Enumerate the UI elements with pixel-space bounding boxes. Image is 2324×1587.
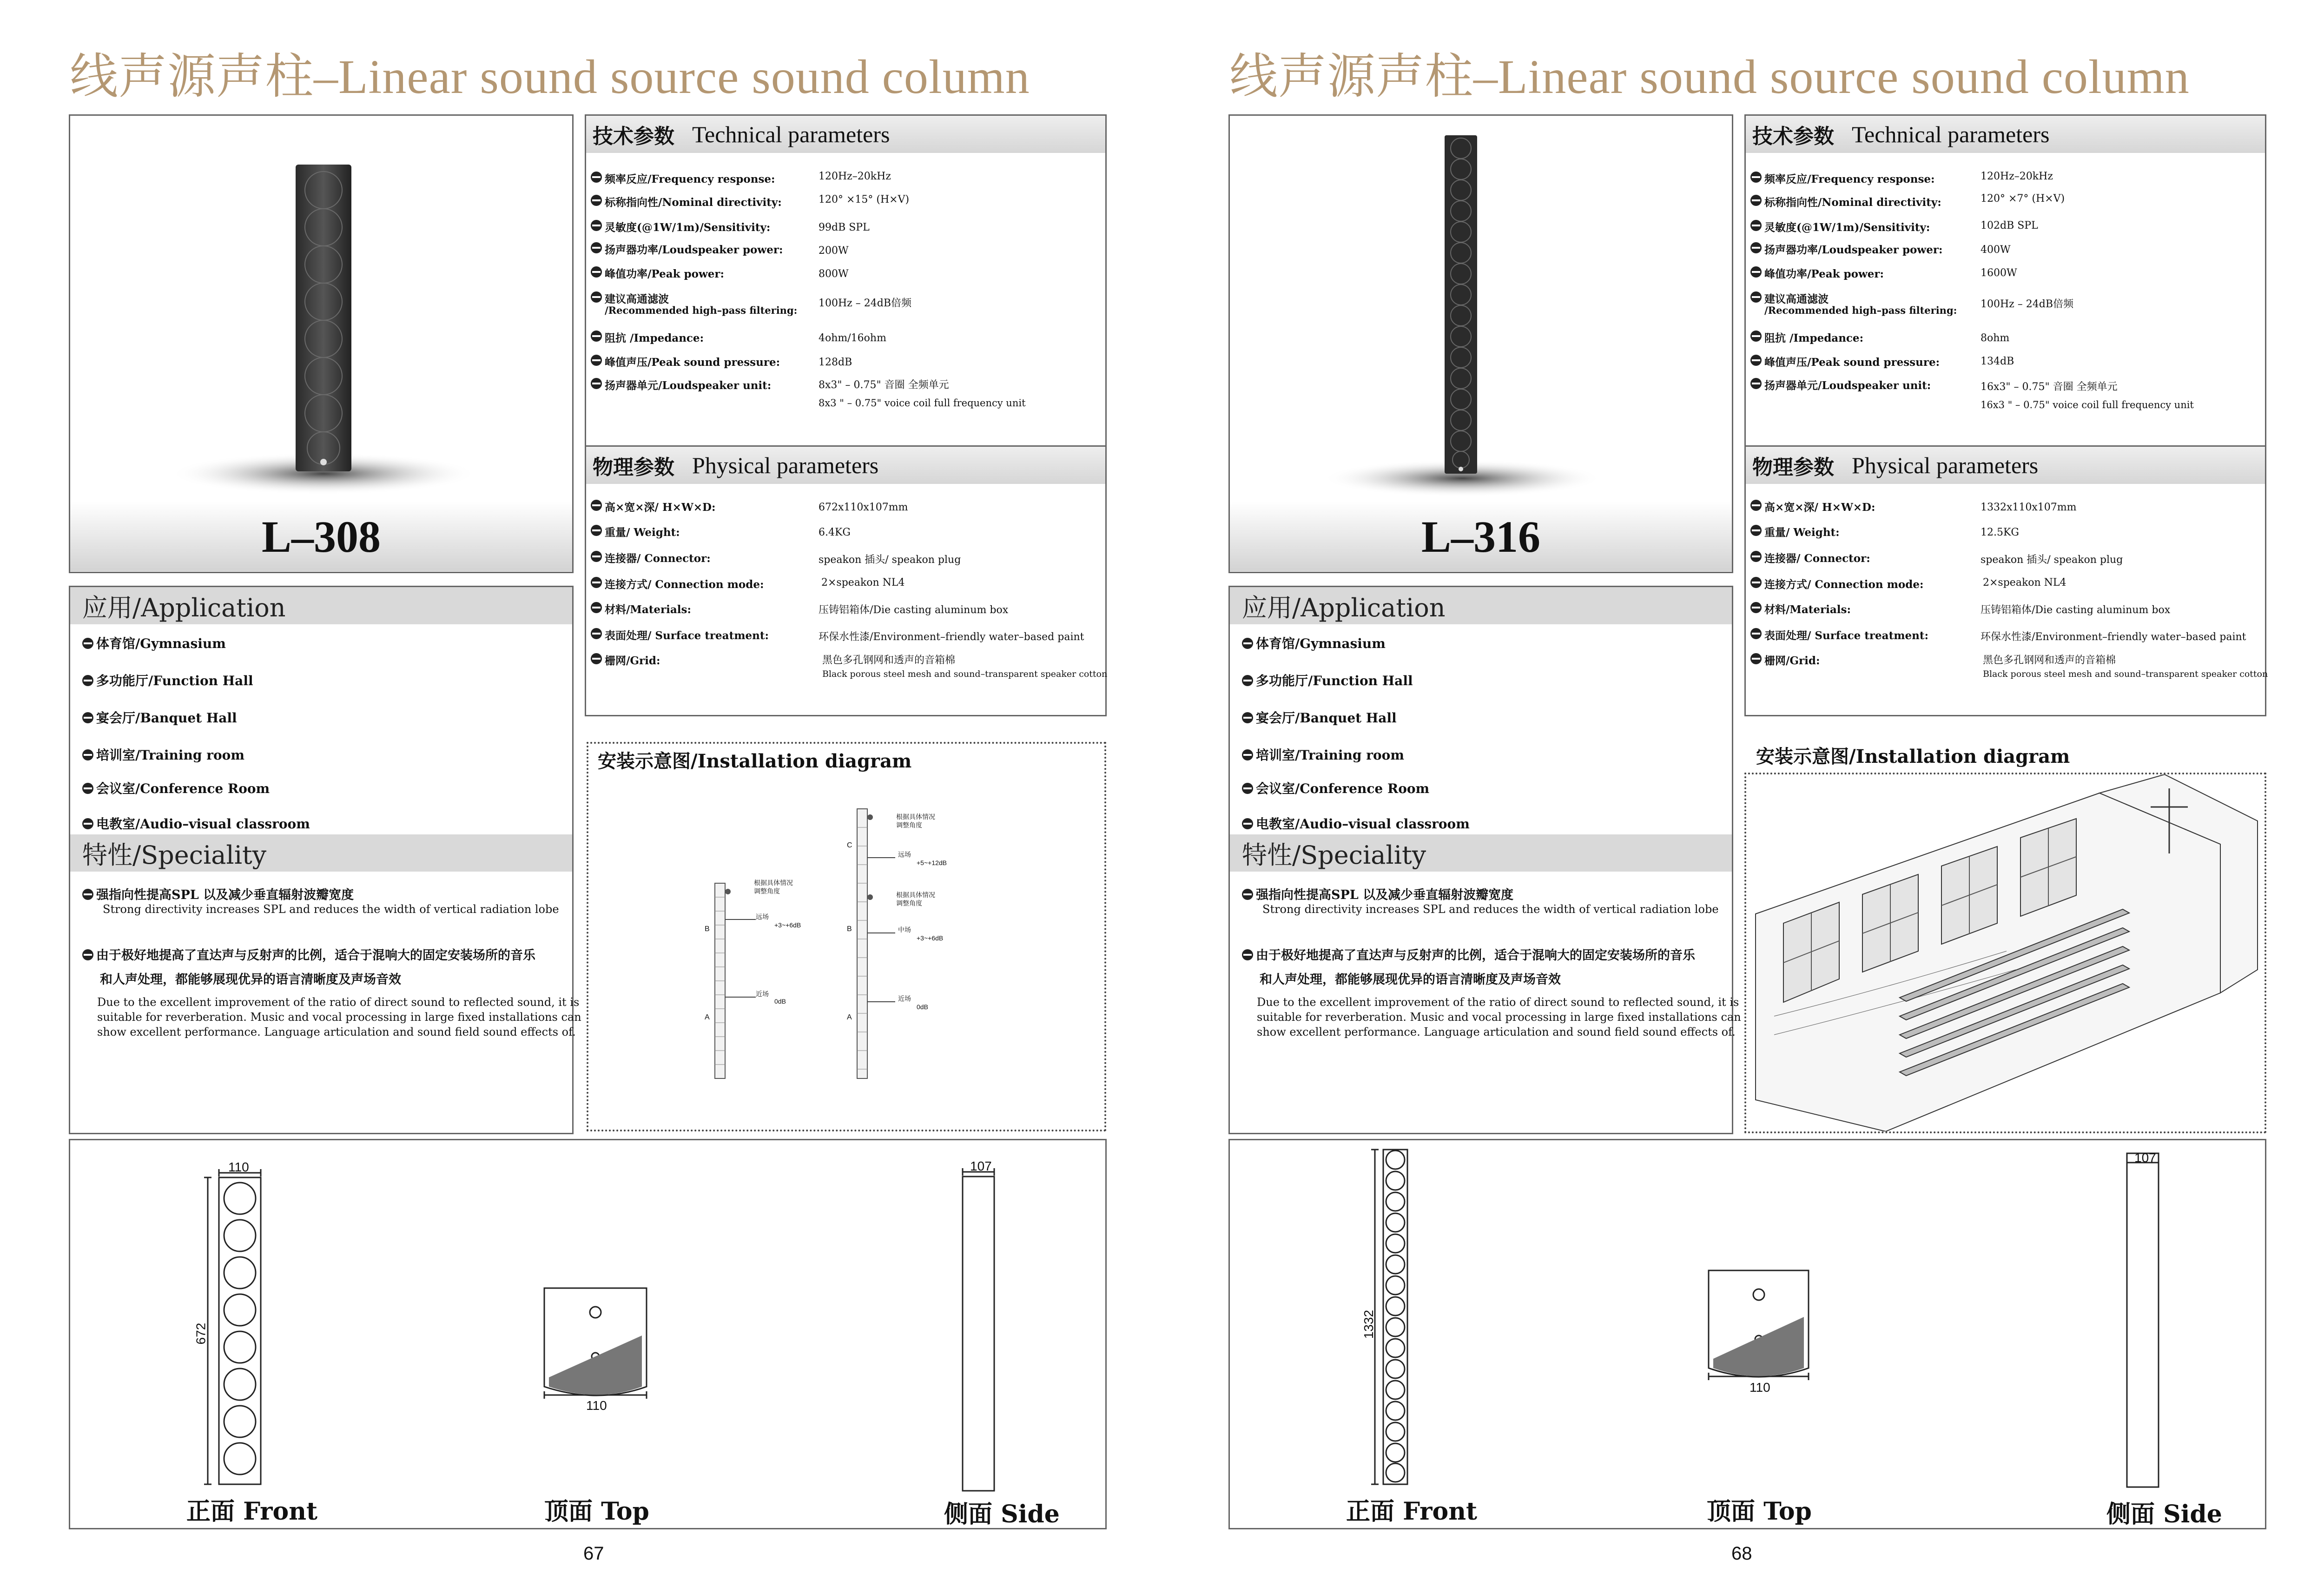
spec-row: 栅网/Grid:	[1750, 652, 1820, 668]
spec-row: 材料/Materials:	[1750, 601, 1851, 616]
diagram-section-label: B	[705, 925, 710, 933]
diagram-section-label: A	[847, 1013, 852, 1021]
speciality-header: 特性/Speciality	[1230, 834, 1732, 872]
bullet-icon	[1242, 818, 1253, 829]
diagram-field-label: 近场	[898, 995, 911, 1002]
bullet-icon	[1750, 551, 1762, 562]
church-installation-illustration	[1746, 774, 2265, 1131]
installation-diagram-panel	[587, 742, 1106, 1131]
diagram-section-label: A	[705, 1013, 710, 1021]
phys-header-en: Physical parameters	[1852, 452, 2039, 478]
phys-params-panel	[585, 447, 1107, 716]
spec-value-secondary: 8x3 " – 0.75" voice coil full frequency unit	[819, 397, 1026, 409]
diagram-gain-label: +3~+6dB	[917, 934, 944, 942]
tech-params-panel	[585, 114, 1107, 447]
diagram-section-label: C	[847, 841, 852, 849]
bullet-icon	[1242, 783, 1253, 794]
application-item: 体育馆/Gymnasium	[1242, 634, 1386, 652]
bullet-icon	[591, 355, 602, 366]
spec-value: 1332x110x107mm	[1981, 502, 2077, 513]
bullet-icon	[591, 331, 602, 342]
spec-row: 连接器/ Connector:	[1750, 550, 1870, 565]
bullet-icon	[1242, 638, 1253, 649]
bullet-icon	[1750, 378, 1762, 389]
dim-top-width: 110	[1750, 1380, 1770, 1395]
diagram-gain-label: 0dB	[774, 998, 786, 1005]
spec-value-secondary: 16x3 " – 0.75" voice coil full frequency unit	[1981, 399, 2194, 410]
diagram-field-label: 远场	[756, 913, 769, 920]
spec-value: 环保水性漆/Environment–friendly water–based paint	[819, 631, 1084, 643]
speciality-text: 和人声处理，都能够展现优异的语言清晰度及声场音效	[100, 972, 401, 987]
spec-value: 134dB	[1981, 356, 2014, 367]
spec-value: 1600W	[1981, 267, 2017, 279]
spec-row: 高×宽×深/ H×W×D:	[591, 499, 716, 514]
spec-row: 表面处理/ Surface treatment:	[1750, 627, 1928, 642]
bullet-icon	[82, 949, 93, 960]
bullet-icon	[1750, 355, 1762, 366]
dim-side-width: 107	[970, 1159, 992, 1173]
diagram-section-label: B	[847, 925, 852, 933]
spec-row: 峰值功率/Peak power:	[1750, 265, 1884, 281]
bullet-icon	[82, 712, 93, 723]
spec-row: 灵敏度(@1W/1m)/Sensitivity:	[591, 219, 770, 234]
bullet-icon	[1750, 291, 1762, 303]
spec-row: 表面处理/ Surface treatment:	[591, 627, 769, 642]
application-item: 电教室/Audio–visual classroom	[1242, 814, 1470, 833]
spec-row: 材料/Materials:	[591, 601, 691, 616]
speciality-text: Due to the excellent improvement of the ratio of direct sound to reflected sound, it is	[1257, 996, 1739, 1009]
bullet-icon	[591, 242, 602, 253]
view-label-side: 侧面 Side	[2106, 1500, 2222, 1528]
bullet-icon	[1750, 525, 1762, 536]
spec-row: 阻抗 /Impedance:	[591, 330, 704, 345]
spec-row: 扬声器功率/Loudspeaker power:	[1750, 241, 1942, 257]
spec-value: 120Hz–20kHz	[1981, 171, 2053, 182]
bullet-icon	[591, 628, 602, 639]
dimension-drawing	[1230, 1140, 2265, 1528]
diagram-field-label: 中场	[898, 926, 911, 933]
dim-front-width: 110	[228, 1160, 249, 1174]
page-number: 67	[583, 1543, 604, 1564]
spec-row: 连接方式/ Connection mode:	[591, 576, 764, 591]
tech-params-panel	[1744, 114, 2266, 447]
spec-value: 环保水性漆/Environment–friendly water–based paint	[1981, 631, 2246, 643]
spec-value: 102dB SPL	[1981, 220, 2038, 231]
view-label-front: 正面 Front	[186, 1497, 318, 1526]
bullet-icon	[1242, 675, 1253, 686]
spec-value: 120Hz–20kHz	[819, 171, 891, 182]
speciality-text: 和人声处理，都能够展现优异的语言清晰度及声场音效	[1260, 972, 1561, 987]
speaker-photo	[1230, 116, 1732, 497]
diagram-field-label: 远场	[898, 851, 911, 858]
phys-params-header	[586, 447, 1105, 484]
page-title: 线声源声柱–Linear sound source sound column	[70, 50, 1030, 104]
spec-value: 16x3" – 0.75" 音圈 全频单元	[1981, 381, 2118, 393]
phys-params-header	[1746, 447, 2265, 484]
spec-row: 峰值声压/Peak sound pressure:	[591, 354, 780, 369]
dim-front-height: 1332	[1361, 1309, 1376, 1339]
spec-value: 128dB	[819, 357, 852, 368]
diagram-gain-label: 0dB	[917, 1003, 928, 1011]
spec-row: 峰值功率/Peak power:	[591, 265, 724, 281]
bullet-icon	[1750, 653, 1762, 664]
spec-row: 扬声器功率/Loudspeaker power:	[591, 241, 783, 257]
bullet-icon	[1750, 628, 1762, 639]
application-header: 应用/Application	[1230, 587, 1732, 624]
bullet-icon	[1242, 889, 1253, 900]
bullet-icon	[1750, 602, 1762, 613]
spec-row: 重量/ Weight:	[591, 524, 680, 539]
application-item: 培训室/Training room	[1242, 745, 1404, 764]
application-item: 宴会厅/Banquet Hall	[82, 708, 237, 727]
diagram-gain-label: +3~+6dB	[774, 921, 801, 929]
bullet-icon	[591, 551, 602, 562]
bullet-icon	[591, 378, 602, 389]
bullet-icon	[1242, 712, 1253, 723]
spec-value: 100Hz – 24dB倍频	[1981, 298, 2073, 310]
page-number: 68	[1731, 1543, 1752, 1564]
bullet-icon	[82, 675, 93, 686]
spec-value: 黑色多孔钢网和透声的音箱棉	[822, 655, 956, 666]
application-item: 宴会厅/Banquet Hall	[1242, 708, 1397, 727]
view-label-top: 顶面 Top	[544, 1497, 649, 1526]
diagram-gain-label: +5~+12dB	[917, 859, 947, 866]
speciality-text: suitable for reverberation. Music and vocal processing in large fixed installations can	[97, 1011, 581, 1024]
product-image-panel	[1228, 114, 1733, 573]
tech-header-cn: 技术参数	[593, 125, 674, 148]
spec-row: 频率反应/Frequency response:	[591, 171, 775, 186]
speaker-photo	[70, 116, 572, 497]
bullet-icon	[82, 783, 93, 794]
spec-row: 峰值声压/Peak sound pressure:	[1750, 354, 1940, 369]
phys-header-cn: 物理参数	[593, 456, 674, 479]
speciality-text: suitable for reverberation. Music and vocal processing in large fixed installations can	[1257, 1011, 1741, 1024]
bullet-icon	[82, 638, 93, 649]
bullet-icon	[591, 602, 602, 613]
speciality-item: 由于极好地提高了直达声与反射声的比例，适合于混响大的固定安装场所的音乐	[1242, 945, 1695, 963]
spec-value: 2×speakon NL4	[1983, 577, 2067, 589]
spec-value: 100Hz – 24dB倍频	[819, 298, 911, 309]
tech-header-cn: 技术参数	[1752, 125, 1834, 148]
spec-value: 672x110x107mm	[819, 502, 908, 513]
bullet-icon	[1750, 172, 1762, 183]
tech-header-en: Technical parameters	[692, 121, 890, 147]
tech-params-header	[1746, 116, 2265, 153]
product-image-panel	[69, 114, 574, 573]
bullet-icon	[1750, 242, 1762, 253]
view-label-front: 正面 Front	[1346, 1497, 1478, 1526]
application-item: 培训室/Training room	[82, 745, 244, 764]
bullet-icon	[1750, 195, 1762, 206]
dimension-drawing	[70, 1140, 1105, 1528]
spec-value: 200W	[819, 245, 849, 257]
application-panel	[69, 586, 581, 1134]
application-item: 多功能厅/Function Hall	[82, 671, 253, 689]
spec-row: 连接器/ Connector:	[591, 550, 711, 565]
bullet-icon	[82, 749, 93, 760]
spec-value: 120° ×15° (H×V)	[819, 194, 910, 205]
application-header: 应用/Application	[70, 587, 572, 624]
spec-value: 压铸铝箱体/Die casting aluminum box	[819, 604, 1009, 616]
bullet-icon	[591, 653, 602, 664]
dimension-drawings-panel	[69, 1139, 1107, 1529]
dimension-drawings-panel	[1228, 1139, 2266, 1529]
spec-row: 灵敏度(@1W/1m)/Sensitivity:	[1750, 219, 1930, 234]
spec-value: 黑色多孔钢网和透声的音箱棉	[1983, 655, 2116, 666]
dim-side-width: 107	[2134, 1151, 2156, 1165]
spec-row: 连接方式/ Connection mode:	[1750, 576, 1923, 591]
spec-value: 8ohm	[1981, 332, 2010, 344]
bullet-icon	[591, 500, 602, 511]
tech-header-en: Technical parameters	[1852, 121, 2050, 147]
page-title: 线声源声柱–Linear sound source sound column	[1229, 50, 2190, 104]
application-panel	[1228, 586, 1741, 1134]
spec-value: 压铸铝箱体/Die casting aluminum box	[1981, 604, 2171, 616]
model-name: L–316	[1230, 502, 1732, 571]
spec-row: 阻抗 /Impedance:	[1750, 330, 1863, 345]
speciality-item: 强指向性提高SPL 以及减少垂直辐射波瓣宽度	[1242, 885, 1513, 903]
application-item: 会议室/Conference Room	[82, 779, 270, 797]
spec-value: 8x3" – 0.75" 音圈 全频单元	[819, 379, 949, 391]
application-item: 多功能厅/Function Hall	[1242, 671, 1413, 689]
diagram-note: 根据具体情况 调整角度	[754, 879, 793, 895]
spec-value: speakon 插头/ speakon plug	[1981, 554, 2123, 566]
spec-value: 2×speakon NL4	[821, 577, 905, 589]
spec-value: 120° ×7° (H×V)	[1981, 193, 2065, 205]
spec-row: 建议高通滤波 /Recommended high–pass filtering:	[1750, 291, 1829, 306]
spec-value: 800W	[819, 268, 849, 280]
spec-value: speakon 插头/ speakon plug	[819, 554, 961, 566]
spec-row: 栅网/Grid:	[591, 652, 660, 668]
spec-row: 扬声器单元/Loudspeaker unit:	[1750, 377, 1931, 392]
view-label-top: 顶面 Top	[1707, 1497, 1812, 1526]
application-item: 会议室/Conference Room	[1242, 779, 1429, 797]
spec-row: 建议高通滤波 /Recommended high–pass filtering:	[591, 291, 669, 306]
spec-value-secondary: Black porous steel mesh and sound–transparent speaker cotton	[822, 669, 1108, 679]
speciality-text: Strong directivity increases SPL and reduces the width of vertical radiation lobe	[103, 903, 559, 916]
application-item: 体育馆/Gymnasium	[82, 634, 226, 652]
view-label-side: 侧面 Side	[944, 1500, 1060, 1528]
bullet-icon	[591, 195, 602, 206]
speciality-text: show excellent performance. Language articulation and sound field sound effects of.	[1257, 1025, 1736, 1038]
spec-value: 99dB SPL	[819, 222, 870, 233]
dim-front-height: 672	[193, 1322, 208, 1345]
speciality-text: show excellent performance. Language articulation and sound field sound effects of.	[97, 1025, 576, 1038]
phys-header-cn: 物理参数	[1752, 456, 1834, 479]
bullet-icon	[1750, 577, 1762, 588]
speciality-text: Strong directivity increases SPL and reduces the width of vertical radiation lobe	[1262, 903, 1719, 916]
spec-row: 标称指向性/Nominal directivity:	[591, 194, 782, 209]
spec-row: 扬声器单元/Loudspeaker unit:	[591, 377, 771, 392]
dim-top-width: 110	[586, 1398, 607, 1413]
spec-value: 12.5KG	[1981, 527, 2019, 538]
installation-title: 安装示意图/Installation diagram	[598, 750, 912, 772]
speciality-text: Due to the excellent improvement of the ratio of direct sound to reflected sound, it is	[97, 996, 580, 1009]
bullet-icon	[1242, 949, 1253, 960]
spec-row: 频率反应/Frequency response:	[1750, 171, 1935, 186]
spec-value-secondary: Black porous steel mesh and sound–transparent speaker cotton	[1983, 669, 2268, 679]
installation-diagram	[588, 744, 1104, 1130]
bullet-icon	[591, 525, 602, 536]
speciality-item: 由于极好地提高了直达声与反射声的比例，适合于混响大的固定安装场所的音乐	[82, 945, 535, 963]
bullet-icon	[591, 220, 602, 231]
phys-header-en: Physical parameters	[692, 452, 879, 478]
installation-diagram-panel	[1744, 773, 2266, 1133]
tech-params-header	[586, 116, 1105, 153]
diagram-note: 根据具体情况 调整角度	[896, 891, 935, 907]
spec-value: 4ohm/16ohm	[819, 332, 886, 344]
diagram-field-label: 近场	[756, 990, 769, 998]
application-item: 电教室/Audio–visual classroom	[82, 814, 310, 833]
spec-value: 6.4KG	[819, 527, 851, 538]
bullet-icon	[1242, 749, 1253, 760]
bullet-icon	[1750, 266, 1762, 278]
bullet-icon	[1750, 331, 1762, 342]
bullet-icon	[591, 577, 602, 588]
bullet-icon	[591, 172, 602, 183]
speciality-item: 强指向性提高SPL 以及减少垂直辐射波瓣宽度	[82, 885, 354, 903]
spec-value: 400W	[1981, 244, 2011, 256]
installation-title: 安装示意图/Installation diagram	[1756, 746, 2070, 767]
bullet-icon	[82, 889, 93, 900]
model-name: L–308	[70, 502, 572, 571]
bullet-icon	[591, 291, 602, 303]
bullet-icon	[82, 818, 93, 829]
diagram-note: 根据具体情况 调整角度	[896, 813, 935, 829]
spec-row: 标称指向性/Nominal directivity:	[1750, 194, 1941, 209]
bullet-icon	[1750, 500, 1762, 511]
bullet-icon	[1750, 220, 1762, 231]
spec-row: 高×宽×深/ H×W×D:	[1750, 499, 1875, 514]
spec-row: 重量/ Weight:	[1750, 524, 1840, 539]
speciality-header: 特性/Speciality	[70, 834, 572, 872]
bullet-icon	[591, 266, 602, 278]
phys-params-panel	[1744, 447, 2266, 716]
